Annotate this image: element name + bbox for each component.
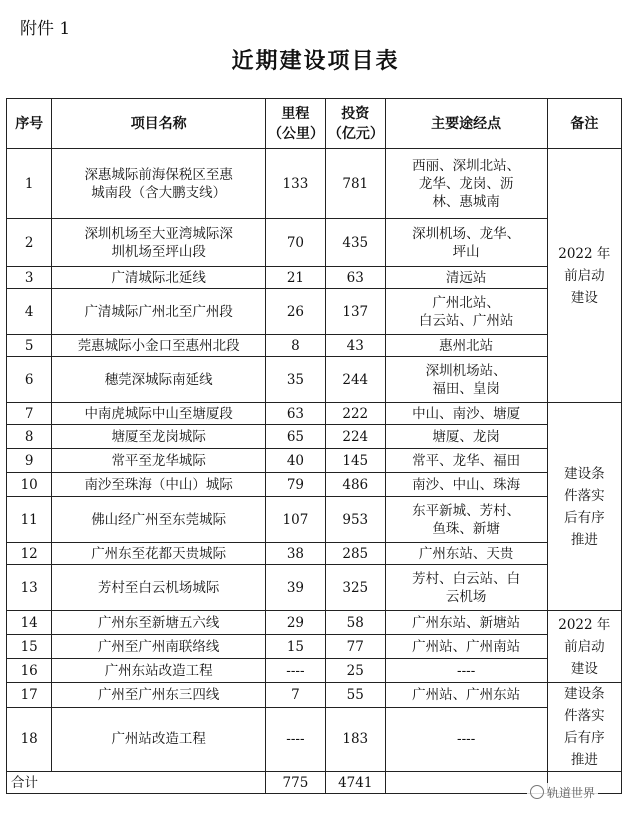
row-seq: 6 (7, 357, 52, 403)
header-investment: 投资 （亿元） (325, 99, 385, 149)
table-row (7, 611, 622, 635)
row-stations: 深圳机场站、 福田、皇岗 (385, 357, 547, 403)
row-investment: 285 (325, 543, 385, 565)
watermark (527, 783, 598, 802)
row-stations: 南沙、中山、珠海 (385, 473, 547, 497)
row-project-name: 广清城际北延线 (52, 267, 266, 289)
row-project-name: 广州东至花都天贵城际 (52, 543, 266, 565)
row-investment: 435 (325, 219, 385, 267)
row-project-name: 广州东站改造工程 (52, 659, 266, 683)
row-mileage: 65 (265, 425, 325, 449)
row-project-name: 中南虎城际中山至塘厦段 (52, 403, 266, 425)
table-row (7, 683, 622, 708)
row-mileage: 15 (265, 635, 325, 659)
row-mileage: ---- (265, 659, 325, 683)
row-mileage: 63 (265, 403, 325, 425)
table-row (7, 449, 622, 473)
row-stations: 广州站、广州南站 (385, 635, 547, 659)
row-stations: 塘厦、龙岗 (385, 425, 547, 449)
project-table (6, 98, 622, 794)
header-note: 备注 (547, 99, 621, 149)
row-mileage: 26 (265, 289, 325, 335)
table-row (7, 335, 622, 357)
row-investment: 222 (325, 403, 385, 425)
row-investment: 77 (325, 635, 385, 659)
row-note: 建设条 件落实 后有序 推进 (547, 403, 621, 611)
row-stations: ---- (385, 707, 547, 771)
row-investment: 55 (325, 683, 385, 708)
row-project-name: 广州至广州东三四线 (52, 683, 266, 708)
row-note: 2022 年 前启动 建设 (547, 149, 621, 403)
table-row (7, 425, 622, 449)
row-stations: 深圳机场、龙华、 坪山 (385, 219, 547, 267)
row-mileage: 35 (265, 357, 325, 403)
table-row (7, 403, 622, 425)
row-project-name: 常平至龙华城际 (52, 449, 266, 473)
row-seq: 2 (7, 219, 52, 267)
row-seq: 18 (7, 707, 52, 771)
table-row (7, 565, 622, 611)
row-investment: 183 (325, 707, 385, 771)
row-project-name: 广清城际广州北至广州段 (52, 289, 266, 335)
row-stations: 清远站 (385, 267, 547, 289)
row-mileage: 39 (265, 565, 325, 611)
row-project-name: 穗莞深城际南延线 (52, 357, 266, 403)
row-mileage: 21 (265, 267, 325, 289)
row-project-name: 塘厦至龙岗城际 (52, 425, 266, 449)
row-mileage: 107 (265, 497, 325, 543)
row-seq: 4 (7, 289, 52, 335)
row-mileage: 70 (265, 219, 325, 267)
table-row (7, 289, 622, 335)
row-seq: 3 (7, 267, 52, 289)
row-mileage: 38 (265, 543, 325, 565)
row-investment: 224 (325, 425, 385, 449)
table-row (7, 659, 622, 683)
row-project-name: 佛山经广州至东莞城际 (52, 497, 266, 543)
row-project-name: 广州东至新塘五六线 (52, 611, 266, 635)
row-stations: 广州北站、 白云站、广州站 (385, 289, 547, 335)
row-investment: 953 (325, 497, 385, 543)
row-mileage: 29 (265, 611, 325, 635)
row-investment: 58 (325, 611, 385, 635)
table-row (7, 635, 622, 659)
row-stations: 广州站、广州东站 (385, 683, 547, 708)
row-note: 2022 年 前启动 建设 (547, 611, 621, 683)
row-investment: 145 (325, 449, 385, 473)
watermark-text: 轨道世界 (547, 786, 596, 800)
wechat-icon (530, 785, 544, 799)
row-seq: 14 (7, 611, 52, 635)
total-empty (385, 772, 547, 794)
row-project-name: 广州至广州南联络线 (52, 635, 266, 659)
row-seq: 1 (7, 149, 52, 219)
attachment-label: 附件 1 (20, 19, 71, 39)
row-stations: 广州东站、天贵 (385, 543, 547, 565)
row-mileage: 133 (265, 149, 325, 219)
table-row (7, 707, 622, 771)
row-seq: 17 (7, 683, 52, 708)
row-investment: 244 (325, 357, 385, 403)
row-mileage: 7 (265, 683, 325, 708)
row-project-name: 广州站改造工程 (52, 707, 266, 771)
row-mileage: 8 (265, 335, 325, 357)
row-investment: 25 (325, 659, 385, 683)
table-header-row (7, 99, 622, 149)
page-title: 近期建设项目表 (231, 48, 400, 74)
row-stations: 芳村、白云站、白 云机场 (385, 565, 547, 611)
row-project-name: 莞惠城际小金口至惠州北段 (52, 335, 266, 357)
row-investment: 781 (325, 149, 385, 219)
row-investment: 325 (325, 565, 385, 611)
row-seq: 15 (7, 635, 52, 659)
table-row (7, 267, 622, 289)
row-investment: 63 (325, 267, 385, 289)
row-mileage: ---- (265, 707, 325, 771)
row-seq: 5 (7, 335, 52, 357)
row-seq: 7 (7, 403, 52, 425)
table-row (7, 497, 622, 543)
row-project-name: 芳村至白云机场城际 (52, 565, 266, 611)
row-seq: 10 (7, 473, 52, 497)
header-name: 项目名称 (52, 99, 266, 149)
row-seq: 9 (7, 449, 52, 473)
total-investment: 4741 (325, 772, 385, 794)
row-stations: 中山、南沙、塘厦 (385, 403, 547, 425)
row-mileage: 79 (265, 473, 325, 497)
row-project-name: 南沙至珠海（中山）城际 (52, 473, 266, 497)
table-row (7, 543, 622, 565)
total-label: 合计 (7, 772, 266, 794)
row-seq: 13 (7, 565, 52, 611)
total-mileage: 775 (265, 772, 325, 794)
row-stations: 广州东站、新塘站 (385, 611, 547, 635)
row-note: 建设条 件落实 后有序 推进 (547, 683, 621, 772)
row-investment: 486 (325, 473, 385, 497)
row-seq: 8 (7, 425, 52, 449)
row-mileage: 40 (265, 449, 325, 473)
row-stations: ---- (385, 659, 547, 683)
table-row (7, 473, 622, 497)
header-mileage: 里程 （公里） (265, 99, 325, 149)
table-row (7, 219, 622, 267)
row-project-name: 深惠城际前海保税区至惠 城南段（含大鹏支线） (52, 149, 266, 219)
row-seq: 11 (7, 497, 52, 543)
header-seq: 序号 (7, 99, 52, 149)
row-investment: 137 (325, 289, 385, 335)
row-stations: 东平新城、芳村、 鱼珠、新塘 (385, 497, 547, 543)
row-project-name: 深圳机场至大亚湾城际深 圳机场至坪山段 (52, 219, 266, 267)
header-stations: 主要途经点 (385, 99, 547, 149)
table-row (7, 357, 622, 403)
table-row (7, 149, 622, 219)
row-seq: 16 (7, 659, 52, 683)
row-stations: 惠州北站 (385, 335, 547, 357)
row-stations: 常平、龙华、福田 (385, 449, 547, 473)
row-stations: 西丽、深圳北站、 龙华、龙岗、沥 林、惠城南 (385, 149, 547, 219)
row-seq: 12 (7, 543, 52, 565)
row-investment: 43 (325, 335, 385, 357)
